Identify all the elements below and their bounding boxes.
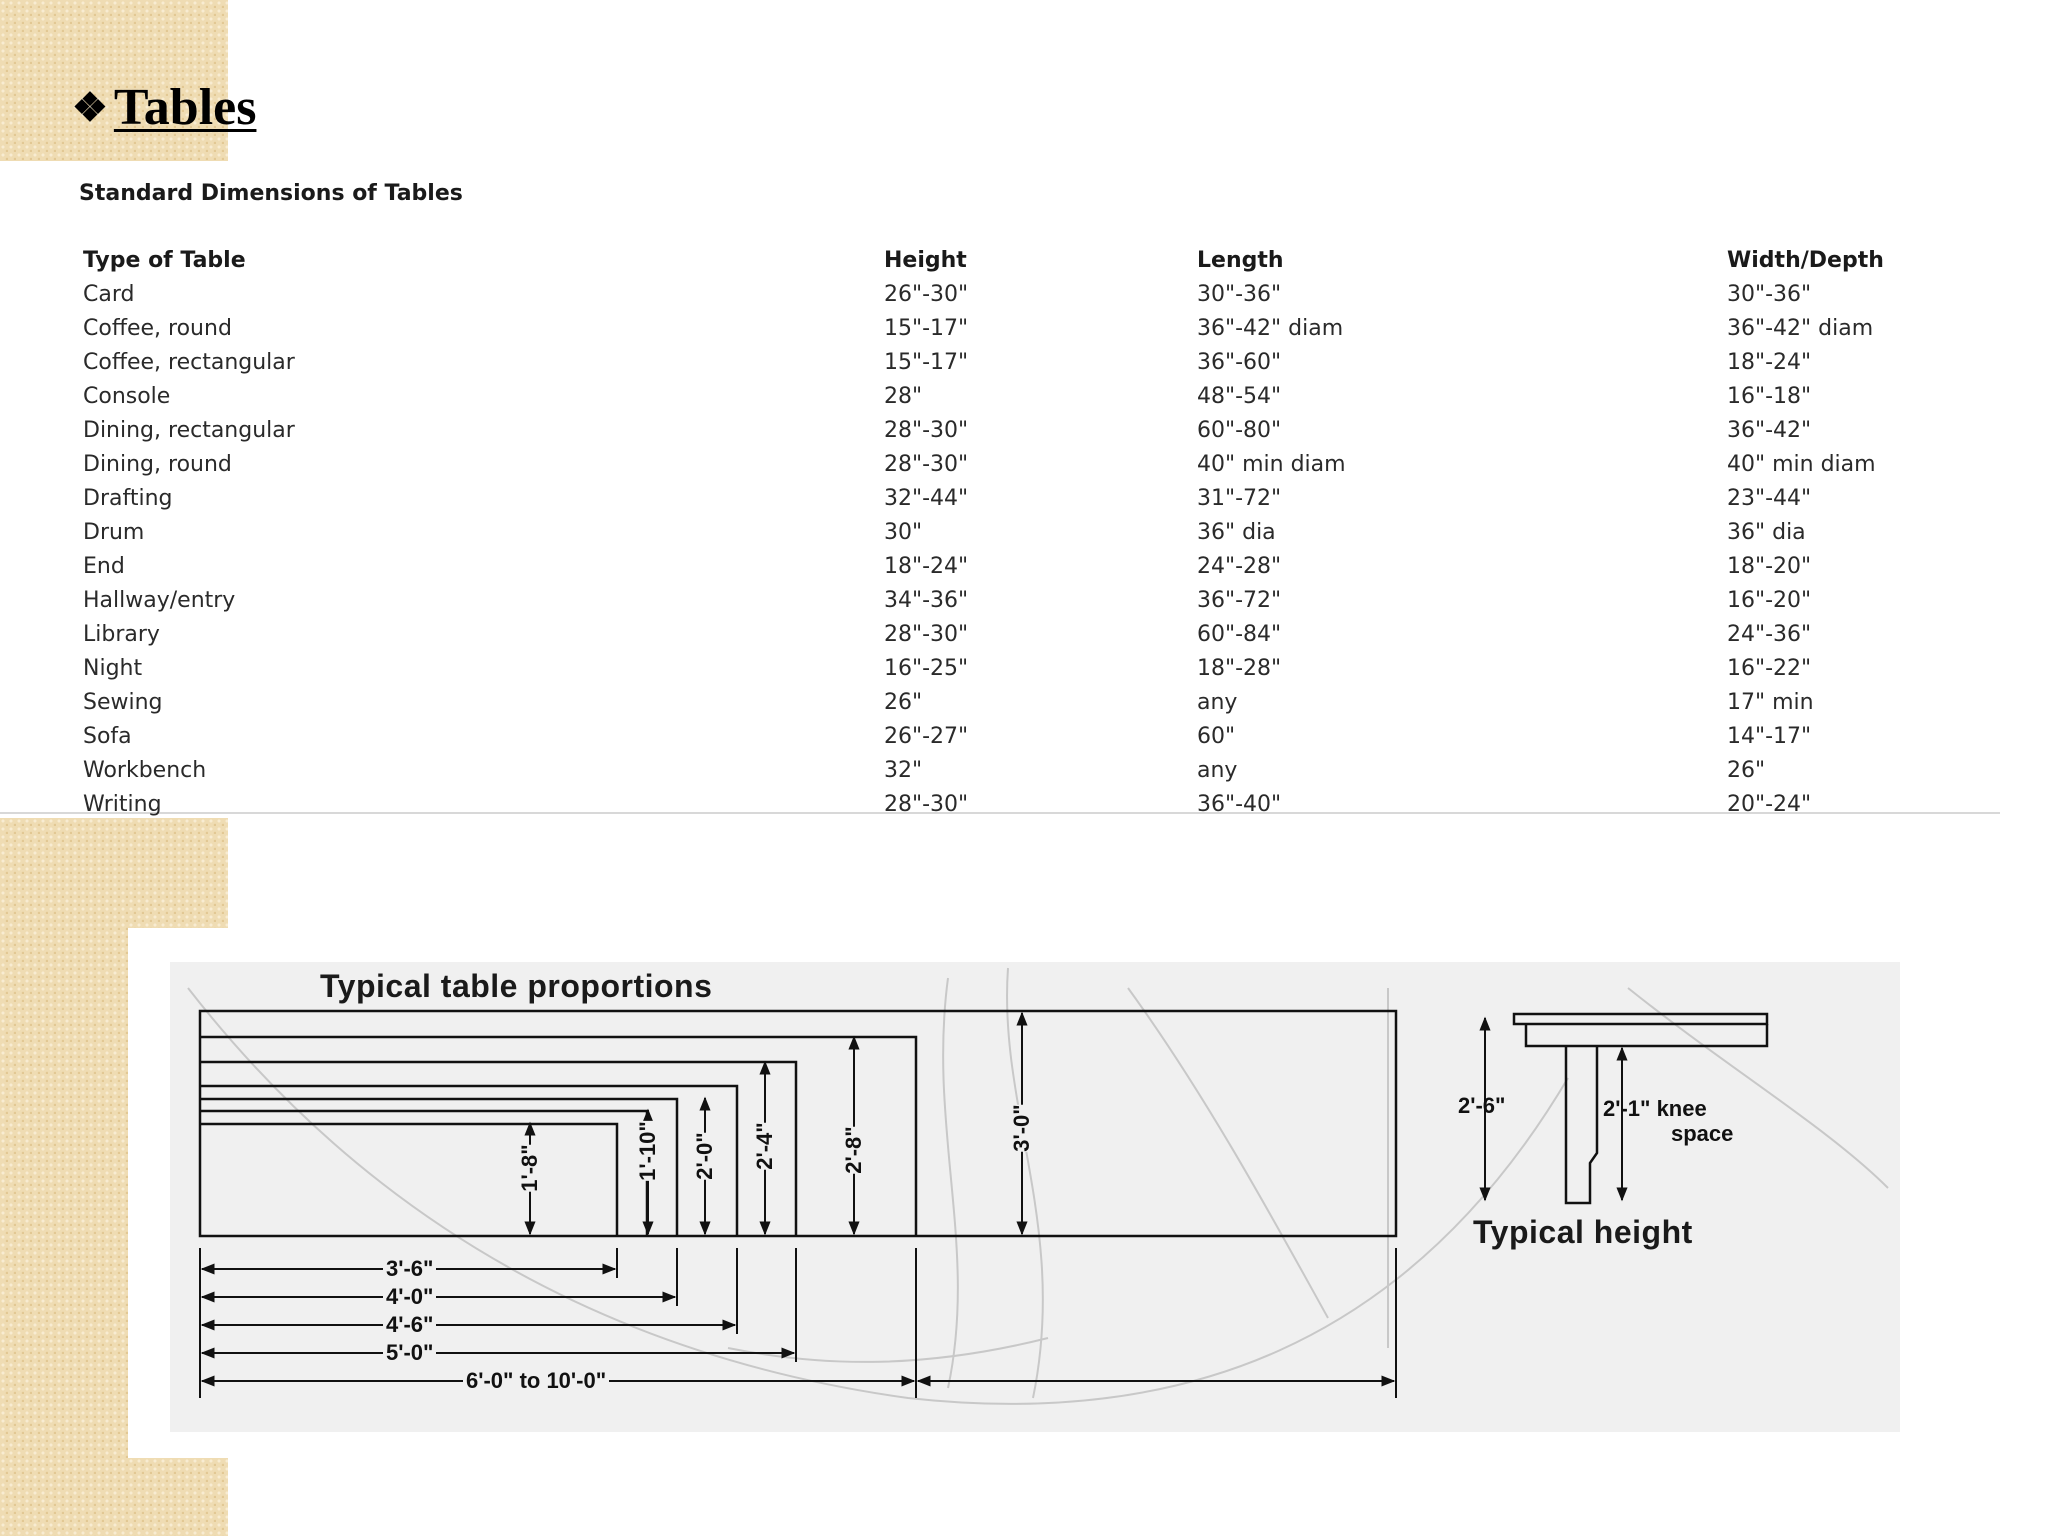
table-row [83, 345, 1977, 379]
cell-width: 26" [1727, 757, 1766, 783]
cell-type: Night [83, 655, 143, 681]
cell-height: 28"-30" [884, 791, 969, 817]
cell-height: 26"-27" [884, 723, 969, 749]
length-label-4-0: 4'-0" [383, 1285, 436, 1309]
cell-width: 23"-44" [1727, 485, 1812, 511]
cell-type: Card [83, 281, 135, 307]
table-row [83, 651, 1977, 685]
table-row [83, 685, 1977, 719]
cell-height: 26"-30" [884, 281, 969, 307]
proportions-drawing [128, 928, 1913, 1458]
height-label-1-10: 1'-10" [635, 1121, 660, 1181]
column-header-type: Type of Table [83, 247, 246, 273]
cell-type: End [83, 553, 125, 579]
cell-width: 30"-36" [1727, 281, 1812, 307]
figure-title: Typical table proportions [320, 968, 713, 1004]
cell-width: 24"-36" [1727, 621, 1812, 647]
cell-height: 28"-30" [884, 621, 969, 647]
slide-heading [72, 78, 256, 137]
cell-type: Coffee, rectangular [83, 349, 295, 375]
height-label-3-0: 3'-0" [1009, 1104, 1034, 1152]
cell-height: 30" [884, 519, 923, 545]
cell-length: any [1197, 757, 1238, 783]
cell-length: 31"-72" [1197, 485, 1282, 511]
cell-type: Drum [83, 519, 145, 545]
table-row [83, 277, 1977, 311]
table-row [83, 617, 1977, 651]
table-row [83, 447, 1977, 481]
cell-type: Sofa [83, 723, 132, 749]
slide-title: Tables [113, 79, 257, 136]
cell-width: 18"-24" [1727, 349, 1812, 375]
cell-width: 20"-24" [1727, 791, 1812, 817]
table-row [83, 719, 1977, 753]
cell-height: 18"-24" [884, 553, 969, 579]
cell-height: 16"-25" [884, 655, 969, 681]
dimensions-table [83, 243, 1977, 821]
height-label-2-4: 2'-4" [752, 1122, 777, 1170]
table-row [83, 481, 1977, 515]
side-height-label: 2'-6" [1458, 1093, 1506, 1118]
cell-length: 36" dia [1197, 519, 1276, 545]
table-header-row [83, 243, 1977, 277]
cell-width: 40" min diam [1727, 451, 1876, 477]
diamond-bullet-icon: ❖ [72, 84, 108, 130]
height-label-1-8: 1'-8" [517, 1144, 542, 1192]
cell-type: Sewing [83, 689, 163, 715]
length-label-6-to-10: 6'-0" to 10'-0" [463, 1369, 609, 1393]
cell-height: 15"-17" [884, 315, 969, 341]
cell-length: 36"-42" diam [1197, 315, 1344, 341]
cell-width: 16"-18" [1727, 383, 1812, 409]
cell-type: Console [83, 383, 171, 409]
cell-width: 36" dia [1727, 519, 1806, 545]
cell-length: 18"-28" [1197, 655, 1282, 681]
cell-width: 36"-42" [1727, 417, 1812, 443]
table-row [83, 583, 1977, 617]
cell-length: 36"-72" [1197, 587, 1282, 613]
cell-height: 32"-44" [884, 485, 969, 511]
cell-length: any [1197, 689, 1238, 715]
table-row [83, 549, 1977, 583]
table-row [83, 311, 1977, 345]
table-row [83, 515, 1977, 549]
cell-type: Drafting [83, 485, 173, 511]
cell-length: 36"-60" [1197, 349, 1282, 375]
table-row [83, 753, 1977, 787]
cell-length: 48"-54" [1197, 383, 1282, 409]
cell-height: 28"-30" [884, 417, 969, 443]
table-row [83, 787, 1977, 821]
cell-length: 60" [1197, 723, 1236, 749]
knee-space-label-2: space [1671, 1121, 1734, 1146]
cell-width: 16"-22" [1727, 655, 1812, 681]
length-label-4-6: 4'-6" [383, 1313, 436, 1337]
cell-height: 28" [884, 383, 923, 409]
column-header-width: Width/Depth [1727, 247, 1884, 273]
figure-subtitle: Typical height [1473, 1214, 1693, 1250]
cell-type: Dining, rectangular [83, 417, 295, 443]
cell-length: 40" min diam [1197, 451, 1346, 477]
table-row [83, 379, 1977, 413]
cell-type: Workbench [83, 757, 207, 783]
height-label-2-8: 2'-8" [841, 1126, 866, 1174]
cell-width: 18"-20" [1727, 553, 1812, 579]
cell-height: 28"-30" [884, 451, 969, 477]
length-label-5-0: 5'-0" [383, 1341, 436, 1365]
cell-type: Library [83, 621, 160, 647]
cell-height: 34"-36" [884, 587, 969, 613]
table-row [83, 413, 1977, 447]
cell-type: Writing [83, 791, 162, 817]
knee-space-label: 2'-1" knee [1603, 1096, 1707, 1121]
dimensions-table-panel [0, 161, 2000, 817]
cell-height: 32" [884, 757, 923, 783]
cell-width: 16"-20" [1727, 587, 1812, 613]
cell-width: 14"-17" [1727, 723, 1812, 749]
cell-length: 24"-28" [1197, 553, 1282, 579]
cell-length: 36"-40" [1197, 791, 1282, 817]
cell-height: 15"-17" [884, 349, 969, 375]
length-label-3-6: 3'-6" [383, 1257, 436, 1281]
cell-type: Hallway/entry [83, 587, 236, 613]
table-proportions-figure [128, 928, 1913, 1458]
cell-width: 17" min [1727, 689, 1814, 715]
cell-length: 60"-84" [1197, 621, 1282, 647]
cell-height: 26" [884, 689, 923, 715]
height-label-2-0: 2'-0" [692, 1132, 717, 1180]
cell-type: Coffee, round [83, 315, 232, 341]
column-header-length: Length [1197, 247, 1284, 273]
cell-length: 60"-80" [1197, 417, 1282, 443]
cell-width: 36"-42" diam [1727, 315, 1874, 341]
cell-length: 30"-36" [1197, 281, 1282, 307]
column-header-height: Height [884, 247, 967, 273]
cell-type: Dining, round [83, 451, 232, 477]
table-caption: Standard Dimensions of Tables [79, 181, 463, 206]
